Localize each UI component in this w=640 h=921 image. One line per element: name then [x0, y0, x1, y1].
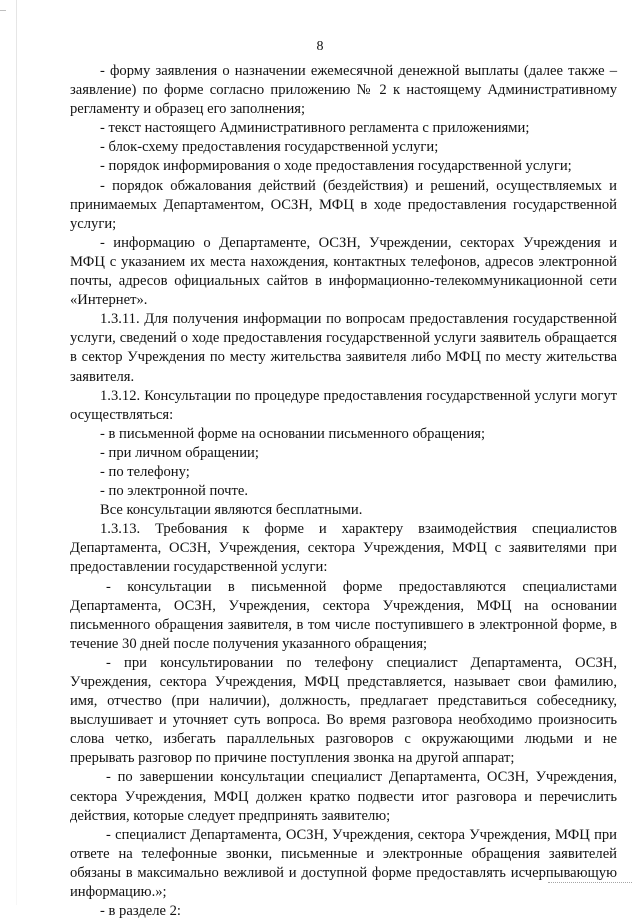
paragraph: - по завершении консультации специалист Департамента, ОСЗН, Учреждения, сектора Учреждения, МФЦ должен кратко подвести итог разговора и перечислить действия, которые следует предпринять заявителю; — [70, 769, 617, 824]
paragraph: - по электронной почте. — [100, 483, 249, 500]
paragraph: 1.3.12. Консультации по процедуре предоставления государственной услуги могут осуществляться: — [70, 387, 617, 423]
paragraph: - по телефону; — [100, 463, 190, 480]
scan-edge-line — [16, 0, 17, 905]
paragraph: - специалист Департамента, ОСЗН, Учреждения, сектора Учреждения, МФЦ при ответе на телефонные звонки, письменные и электронные обращения заявителей обязаны в максимально вежливой и доступной форме предоставлять исчерпывающую информацию.»; — [70, 826, 617, 901]
paragraph: - порядок обжалования действий (бездействия) и решений, осуществляемых и принимаемых Департаментом, ОСЗН, МФЦ в ходе предоставления государственной услуги; — [70, 177, 617, 232]
paragraph: - при консультировании по телефону специалист Департамента, ОСЗН, Учреждения, сектора Учреждения, МФЦ представляется, называет свои фамилию, имя, отчество (при наличии), должность, предлагает представиться собеседнику, выслушивает и уточняет суть вопроса. Во время разговора необходимо произносить слова четко, избегать параллельных разговоров с окружающими людьми и не прерывать разговор по причине поступления звонка на другой аппарат; — [70, 654, 617, 767]
paragraph: - информацию о Департаменте, ОСЗН, Учреждении, секторах Учреждения и МФЦ с указанием их места нахождения, контактных телефонов, адресов электронной почты, адресов официальных сайтов в информационно-телекоммуникационной сети «Интернет». — [70, 234, 617, 309]
page-number: 8 — [316, 39, 324, 54]
document-body — [70, 62, 617, 921]
paragraph: - текст настоящего Административного регламента с приложениями; — [100, 120, 530, 137]
scan-mark — [0, 10, 6, 11]
paragraph: - в письменной форме на основании письменного обращения; — [100, 425, 486, 442]
scan-artifact — [548, 882, 632, 884]
paragraph: - при личном обращении; — [100, 444, 259, 461]
paragraph: Все консультации являются бесплатными. — [100, 502, 363, 519]
paragraph: 1.3.11. Для получения информации по вопросам предоставления государственной услуги, сведений о ходе предоставления государственной услуги заявитель обращается в сектор Учреждения по месту жительства заявителя либо МФЦ по месту жительства заявителя. — [70, 311, 617, 385]
paragraph: - консультации в письменной форме предоставляются специалистами Департамента, ОСЗН, Учреждения, сектора Учреждения, МФЦ на основании письменного обращения заявителя, в том числе поступившего в электронной форме, в течение 30 дней после получения указанного обращения; — [70, 578, 617, 652]
paragraph: 1.3.13. Требования к форме и характеру взаимодействия специалистов Департамента, ОСЗН, Учреждения, сектора Учреждения, МФЦ с заявителями при предоставлении государственной услуги: — [70, 521, 617, 576]
paragraph: - блок-схему предоставления государственной услуги; — [100, 139, 439, 156]
paragraph: - порядок информирования о ходе предоставления государственной услуги; — [100, 158, 572, 175]
paragraph: - форму заявления о назначении ежемесячной денежной выплаты (далее также – заявление) по форме согласно приложению № 2 к настоящему Административному регламенту и образец его заполнения; — [70, 63, 617, 118]
paragraph: - в разделе 2: — [100, 903, 181, 920]
